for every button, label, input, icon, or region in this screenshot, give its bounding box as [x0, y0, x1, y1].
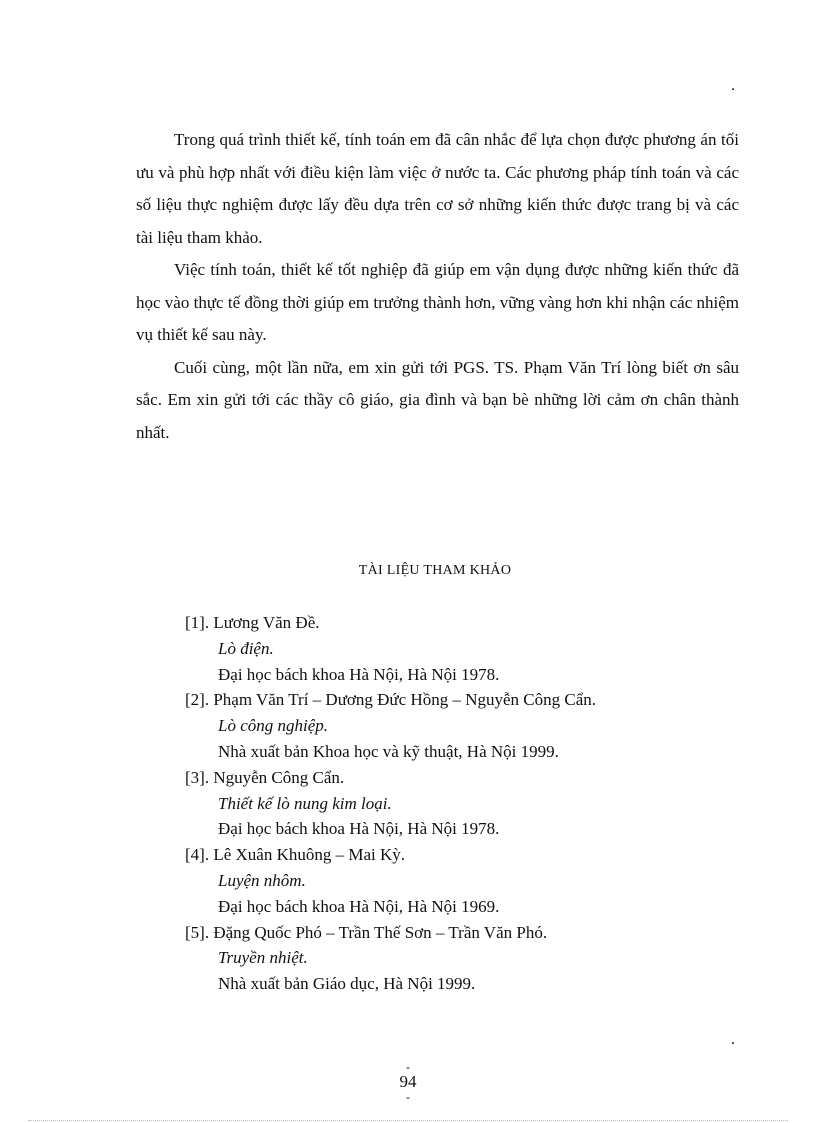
reference-authors: [3]. Nguyễn Công Cẩn. [185, 767, 345, 787]
reference-title: Luyện nhôm. [218, 870, 306, 890]
paragraph-design-process: Trong quá trình thiết kế, tính toán em đã cân nhắc để lựa chọn được phương án tối ưu và phù hợp nhất với điều kiện làm việc ở nước ta. Các phương pháp tính toán và các số liệu thực nghiệm được lấy đều dựa trên cơ sở những kiến thức được trang bị và các tài liệu tham khảo. [136, 130, 739, 247]
reference-publisher: Đại học bách khoa Hà Nội, Hà Nội 1969. [218, 896, 500, 916]
footer-divider [28, 1120, 788, 1121]
reference-authors: [2]. Phạm Văn Trí – Dương Đức Hồng – Nguyễn Công Cẩn. [185, 690, 597, 710]
reference-item-2 [185, 687, 705, 764]
reference-publisher: Đại học bách khoa Hà Nội, Hà Nội 1978. [218, 819, 500, 839]
paragraph-acknowledgement: Cuối cùng, một lần nữa, em xin gửi tới PGS. TS. Phạm Văn Trí lòng biết ơn sâu sắc. Em xin gửi tới các thầy cô giáo, gia đình và bạn bè những lời cảm ơn chân thành nhất. [136, 357, 739, 442]
page-number: 94 [399, 1072, 417, 1091]
reference-title: Truyền nhiệt. [218, 948, 308, 968]
reference-title: Thiết kế lò nung kim loại. [218, 793, 392, 813]
top-corner-dot: . [731, 77, 735, 94]
paragraph-graduation-outcome: Việc tính toán, thiết kế tốt nghiệp đã giúp em vận dụng được những kiến thức đã học vào thực tế đồng thời giúp em trưởng thành hơn, vững vàng hơn khi nhận các nhiệm vụ thiết kế sau này. [136, 260, 739, 344]
reference-title: Lò công nghiệp. [218, 716, 329, 736]
page-number-dash-bottom: - [406, 1090, 410, 1104]
bottom-corner-dot: . [731, 1031, 735, 1048]
reference-authors: [5]. Đặng Quốc Phó – Trần Thế Sơn – Trần Văn Phó. [185, 922, 548, 942]
references-list [185, 610, 705, 997]
reference-item-4 [185, 842, 705, 919]
reference-item-5 [185, 920, 705, 997]
reference-item-3 [185, 765, 705, 842]
reference-authors: [1]. Lương Văn Đề. [185, 613, 320, 632]
references-heading: TÀI LIỆU THAM KHẢO [358, 563, 512, 578]
reference-publisher: Đại học bách khoa Hà Nội, Hà Nội 1978. [218, 664, 500, 684]
reference-item-1 [185, 610, 705, 687]
page-number-block [378, 1062, 438, 1102]
reference-title: Lò điện. [218, 638, 274, 658]
reference-authors: [4]. Lê Xuân Khuông – Mai Kỳ. [185, 845, 406, 865]
reference-publisher: Nhà xuất bản Khoa học và kỹ thuật, Hà Nội 1999. [218, 741, 559, 761]
page-number-dash-top: - [406, 1060, 410, 1074]
closing-text [136, 124, 739, 449]
reference-publisher: Nhà xuất bản Giáo dục, Hà Nội 1999. [218, 974, 476, 994]
